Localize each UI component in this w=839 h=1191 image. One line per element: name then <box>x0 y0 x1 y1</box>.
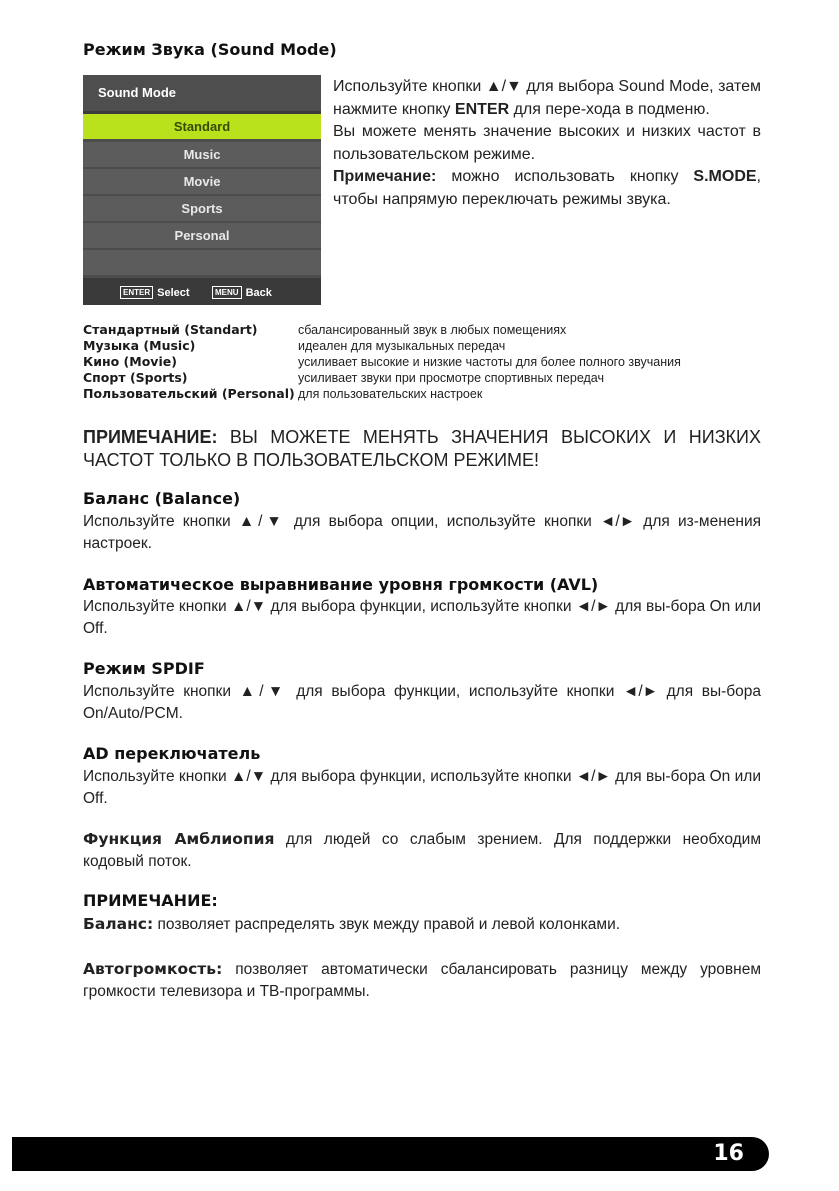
osd-empty-row <box>83 250 321 275</box>
caps-note-text: ВЫ МОЖЕТЕ МЕНЯТЬ ЗНАЧЕНИЯ ВЫСОКИХ И НИЗКИХ ЧАСТОТ ТОЛЬКО В ПОЛЬЗОВАТЕЛЬСКОМ РЕЖИМЕ! <box>83 427 761 470</box>
section-heading-sound-mode: Режим Звука (Sound Mode) <box>83 40 337 59</box>
final-note-balance-text: позволяет распределять звук между правой и левой колонками. <box>153 916 621 933</box>
spdif-text: Используйте кнопки ▲/▼ для выбора функции, используйте кнопки ◄/► для вы-бора On/Auto/PCM. <box>83 683 761 722</box>
final-note-heading: ПРИМЕЧАНИЕ: <box>83 891 218 910</box>
intro-text-1c: для пере-хода в подменю. <box>509 100 710 118</box>
ad-switch-heading: AD переключатель <box>83 744 261 763</box>
enter-key-label: ENTER <box>454 100 510 118</box>
amblyopia-label: Функция Амблиопия <box>83 830 275 848</box>
note-text-a: можно использовать кнопку <box>436 168 694 185</box>
osd-item-movie[interactable]: Movie <box>83 169 321 194</box>
final-note-balance <box>83 913 761 936</box>
osd-item-music[interactable]: Music <box>83 142 321 167</box>
spdif-heading: Режим SPDIF <box>83 659 205 678</box>
osd-item-personal[interactable]: Personal <box>83 223 321 248</box>
page-number: 16 <box>713 1141 744 1166</box>
osd-footer-select-label: Select <box>157 287 190 299</box>
page-footer-bar <box>12 1137 769 1171</box>
mode-desc-sports: усиливает звуки при просмотре спортивных передач <box>298 371 604 385</box>
avl-text: Используйте кнопки ▲/▼ для выбора функции, используйте кнопки ◄/► для вы-бора On или Off. <box>83 598 761 637</box>
mode-desc-standard: сбалансированный звук в любых помещениях <box>298 323 567 337</box>
mode-term-music: Музыка (Music) <box>83 338 196 353</box>
avl-heading: Автоматическое выравнивание уровня громкости (AVL) <box>83 575 599 594</box>
mode-desc-music: идеален для музыкальных передач <box>298 339 506 353</box>
final-note-autovol-label: Автогромкость: <box>83 960 223 978</box>
enter-key-icon: ENTER <box>120 286 153 299</box>
mode-term-personal: Пользовательский (Personal) <box>83 386 295 401</box>
osd-divider <box>83 111 321 114</box>
menu-key-icon: MENU <box>212 286 242 299</box>
final-note-balance-label: Баланс: <box>83 915 154 933</box>
final-note-autovol-text: позволяет автоматически сбалансировать разницу между уровнем громкости телевизора и ТВ-программы. <box>83 961 761 1000</box>
osd-sound-mode-menu <box>83 75 321 305</box>
intro-text-2: Вы можете менять значение высоких и низких частот в пользовательском режиме. <box>333 123 761 163</box>
osd-footer-back-label: Back <box>245 287 272 299</box>
osd-footer <box>83 278 321 305</box>
osd-item-sports[interactable]: Sports <box>83 196 321 221</box>
osd-footer-select <box>120 286 190 299</box>
mode-term-movie: Кино (Movie) <box>83 354 177 369</box>
sound-mode-intro <box>333 76 761 211</box>
osd-menu-title: Sound Mode <box>83 75 321 111</box>
smode-key-label: S.MODE <box>693 168 757 185</box>
intro-text-1a: Используйте кнопки ▲/▼ для выбора Sound Mode, затем нажмите кнопку <box>333 78 761 118</box>
note-text-b: , чтобы напрямую переключать режимы звука. <box>333 168 761 208</box>
balance-text: Используйте кнопки ▲/▼ для выбора опции, используйте кнопки ◄/► для из-менения настроек. <box>83 513 761 552</box>
mode-desc-movie: усиливает высокие и низкие частоты для более полного звучания <box>298 355 681 369</box>
osd-footer-back <box>212 286 272 299</box>
osd-item-standard[interactable]: Standard <box>83 114 321 139</box>
final-note-autovol <box>83 958 761 1003</box>
mode-desc-personal: для пользовательских настроек <box>298 387 483 401</box>
balance-heading: Баланс (Balance) <box>83 489 241 508</box>
ad-switch-text: Используйте кнопки ▲/▼ для выбора функции, используйте кнопки ◄/► для вы-бора On или Off. <box>83 768 761 807</box>
amblyopia-text <box>83 828 761 873</box>
mode-term-sports: Спорт (Sports) <box>83 370 188 385</box>
caps-note-label: ПРИМЕЧАНИЕ: <box>83 427 218 447</box>
mode-term-standard: Стандартный (Standart) <box>83 322 258 337</box>
amblyopia-desc: для людей со слабым зрением. Для поддержки необходим кодовый поток. <box>83 831 761 870</box>
caps-note <box>83 426 761 472</box>
note-label: Примечание: <box>333 168 437 185</box>
